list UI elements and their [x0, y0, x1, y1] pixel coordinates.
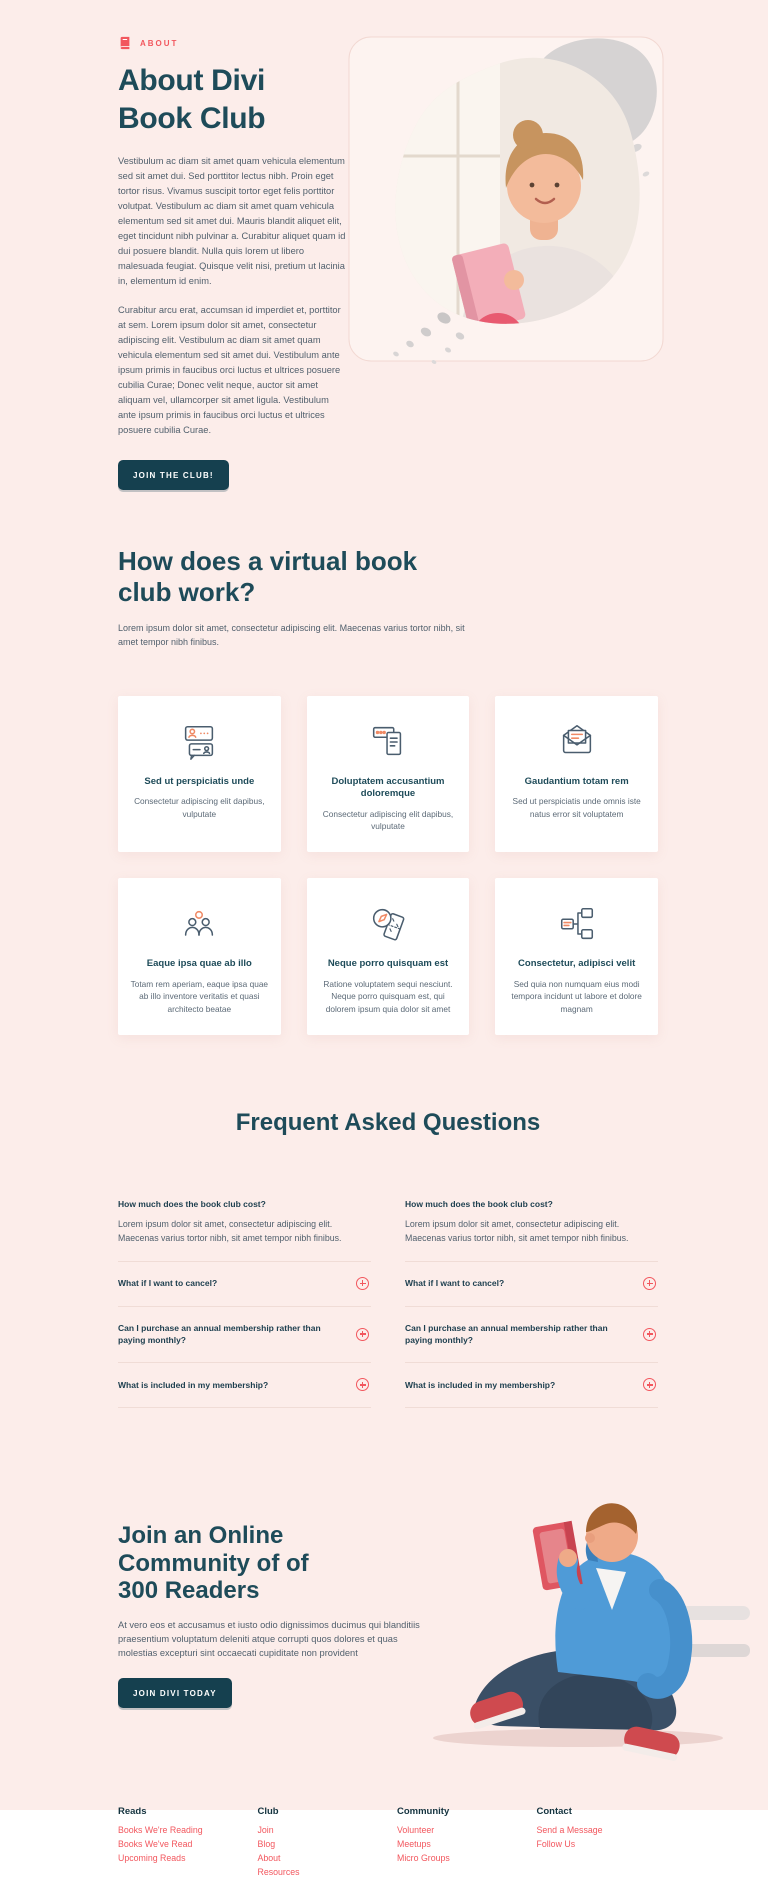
faq-toggle-row[interactable] [118, 1277, 369, 1290]
man-reading-illustration [418, 1438, 750, 1778]
card-title: Consectetur, adipisci velit [518, 958, 636, 970]
faq-item[interactable] [118, 1262, 371, 1307]
join-text: At vero eos et accusamus et iusto odio dignissimos ducimus qui blanditiis praesentium voluptatum deleniti atque corrupti quos dolores et quas molestias excepturi sint occaecati cupiditate non provident [118, 1619, 420, 1659]
faq-answer: Lorem ipsum dolor sit amet, consectetur adipiscing elit. Maecenas varius tortor nibh, sit amet tempor nibh finibus. [118, 1219, 342, 1243]
card-title: Sed ut perspiciatis unde [144, 775, 255, 787]
feature-card [118, 878, 281, 1035]
footer-column-contact [537, 1806, 659, 1882]
card-description: Sed quia non numquam eius modi tempora incidunt ut labore et dolore magnam [511, 978, 642, 1014]
card-title: Gaudantium totam rem [524, 775, 629, 787]
signup-form-icon [319, 720, 458, 764]
footer [118, 1806, 658, 1882]
feature-cards [118, 696, 658, 1035]
page-title: About Divi Book Club [118, 64, 266, 135]
join-content [118, 1448, 438, 1708]
footer-link[interactable]: Blog [257, 1839, 276, 1850]
faq-grid [118, 1183, 658, 1408]
footer-column-community [397, 1806, 519, 1882]
expand-plus-icon[interactable] [643, 1378, 656, 1391]
faq-item[interactable] [405, 1307, 658, 1364]
faq-item[interactable] [118, 1363, 371, 1408]
join-divi-button[interactable]: JOIN DIVI TODAY [118, 1678, 232, 1708]
section-title: How does a virtual book club work? [118, 546, 418, 607]
chat-person-icon [130, 720, 269, 764]
footer-heading: Club [257, 1806, 279, 1818]
card-title: Neque porro quisquam est [327, 958, 449, 970]
faq-item-expanded[interactable] [118, 1183, 371, 1262]
card-description: Totam rem aperiam, eaque ipsa quae ab illo inventore veritatis et quasi architecto beatae [130, 978, 269, 1014]
feature-card [307, 878, 470, 1035]
envelope-icon [507, 720, 646, 764]
hero-section [118, 0, 658, 490]
footer-link[interactable]: Resources [257, 1867, 300, 1878]
faq-item[interactable] [405, 1363, 658, 1408]
footer-link[interactable]: Volunteer [397, 1825, 435, 1836]
faq-question[interactable]: What is included in my membership? [118, 1379, 269, 1390]
expand-plus-icon[interactable] [356, 1277, 369, 1290]
footer-link[interactable]: Upcoming Reads [118, 1853, 186, 1864]
footer-link[interactable]: Follow Us [536, 1839, 576, 1850]
feature-card [495, 696, 658, 853]
footer-heading: Reads [118, 1806, 147, 1818]
faq-toggle-row[interactable] [118, 1322, 369, 1347]
hero-paragraph-1: Vestibulum ac diam sit amet quam vehicula elementum sed sit amet dui. Sed porttitor lectus nibh. Proin eget tortor risus. Vivamus suscipit tortor eget felis porttitor volutpat. Vestibulum ac diam sit amet quam vehicula elementum sed sit amet dui. Mauris blandit aliquet elit, eget tincidunt nibh pulvinar a. Curabitur aliquet quam id dui posuere blandit. Nulla quis lorem ut libero malesuada feugiat. Quisque velit nisi, pretium ut lacinia in, elementum id enim. [118, 155, 346, 286]
book-icon [118, 36, 132, 50]
flowchart-icon [507, 902, 646, 946]
footer-link[interactable]: Books We've Read [118, 1839, 193, 1850]
footer-heading: Contact [536, 1806, 572, 1818]
faq-question[interactable]: How much does the book club cost? [118, 1199, 266, 1210]
expand-plus-icon[interactable] [643, 1328, 656, 1341]
faq-toggle-row[interactable] [405, 1322, 656, 1347]
footer-link[interactable]: About [257, 1853, 281, 1864]
people-group-icon [130, 902, 269, 946]
footer-column-club [258, 1806, 380, 1882]
hero-paragraph-2: Curabitur arcu erat, accumsan id imperdiet et, porttitor at sem. Lorem ipsum dolor sit amet, consectetur adipiscing elit. Vestibulum ac diam sit amet quam vehicula elementum sed sit amet dui. Vestibulum ante ipsum primis in faucibus orci luctus et ultrices posuere cubilia Curae; Donec velit neque, auctor sit amet aliquam vel, ullamcorper sit amet ligula. Vestibulum ante ipsum primis in faucibus orci luctus et ultrices posuere cubilia Curae. [118, 305, 341, 436]
faq-toggle-row[interactable] [405, 1277, 656, 1290]
faq-title: Frequent Asked Questions [235, 1109, 541, 1137]
faq-toggle-row[interactable] [405, 1378, 656, 1391]
faq-question[interactable]: What is included in my membership? [405, 1379, 556, 1390]
faq-question[interactable]: Can I purchase an annual membership rather than paying monthly? [118, 1322, 321, 1346]
faq-question[interactable]: How much does the book club cost? [405, 1199, 553, 1210]
card-description: Ratione voluptatem sequi nesciunt. Neque porro quisquam est, qui dolorem ipsum quia dolor sit amet [323, 978, 453, 1014]
card-description: Consectetur adipiscing elit dapibus, vulputate [322, 808, 454, 832]
hero-content [118, 36, 348, 490]
footer-link[interactable]: Micro Groups [397, 1853, 450, 1864]
section-subtitle: Lorem ipsum dolor sit amet, consectetur adipiscing elit. Maecenas varius tortor nibh, sit amet tempor nibh finibus. [118, 622, 465, 648]
join-title: Join an Online Community of of 300 Readers [118, 1522, 309, 1604]
footer-link[interactable]: Meetups [397, 1839, 431, 1850]
faq-question[interactable]: What if I want to cancel? [118, 1278, 218, 1289]
faq-item-expanded[interactable] [405, 1183, 658, 1262]
faq-section [118, 1109, 658, 1408]
expand-plus-icon[interactable] [356, 1378, 369, 1391]
faq-answer: Lorem ipsum dolor sit amet, consectetur adipiscing elit. Maecenas varius tortor nibh, sit amet tempor nibh finibus. [405, 1219, 629, 1243]
feature-card [307, 696, 470, 853]
eyebrow-label: ABOUT [140, 38, 179, 48]
card-title: Doluptatem accusantium doloremque [331, 775, 445, 800]
compass-ticket-icon [319, 902, 458, 946]
footer-link[interactable]: Send a Message [536, 1825, 603, 1836]
join-club-button[interactable]: JOIN THE CLUB! [118, 460, 229, 490]
footer-link[interactable]: Books We're Reading [118, 1825, 203, 1836]
card-title: Eaque ipsa quae ab illo [146, 958, 252, 970]
join-section [118, 1448, 658, 1780]
footer-link[interactable]: Join [257, 1825, 274, 1836]
card-description: Consectetur adipiscing elit dapibus, vulputate [134, 796, 265, 819]
footer-heading: Community [397, 1806, 450, 1818]
expand-plus-icon[interactable] [356, 1328, 369, 1341]
faq-question[interactable]: What if I want to cancel? [405, 1278, 505, 1289]
faq-toggle-row[interactable] [118, 1378, 369, 1391]
hero-photo-illustration [348, 36, 664, 376]
faq-question[interactable]: Can I purchase an annual membership rather than paying monthly? [405, 1322, 608, 1346]
feature-card [495, 878, 658, 1035]
woman-reading-photo [348, 36, 664, 376]
feature-card [118, 696, 281, 853]
eyebrow [118, 36, 348, 50]
how-it-works-section [118, 546, 658, 1035]
faq-item[interactable] [405, 1262, 658, 1307]
faq-column-right [405, 1183, 658, 1408]
faq-column-left [118, 1183, 371, 1408]
card-description: Sed ut perspiciatis unde omnis iste natus error sit voluptatem [512, 796, 641, 819]
expand-plus-icon[interactable] [643, 1277, 656, 1290]
faq-item[interactable] [118, 1307, 371, 1364]
footer-column-reads [118, 1806, 240, 1882]
